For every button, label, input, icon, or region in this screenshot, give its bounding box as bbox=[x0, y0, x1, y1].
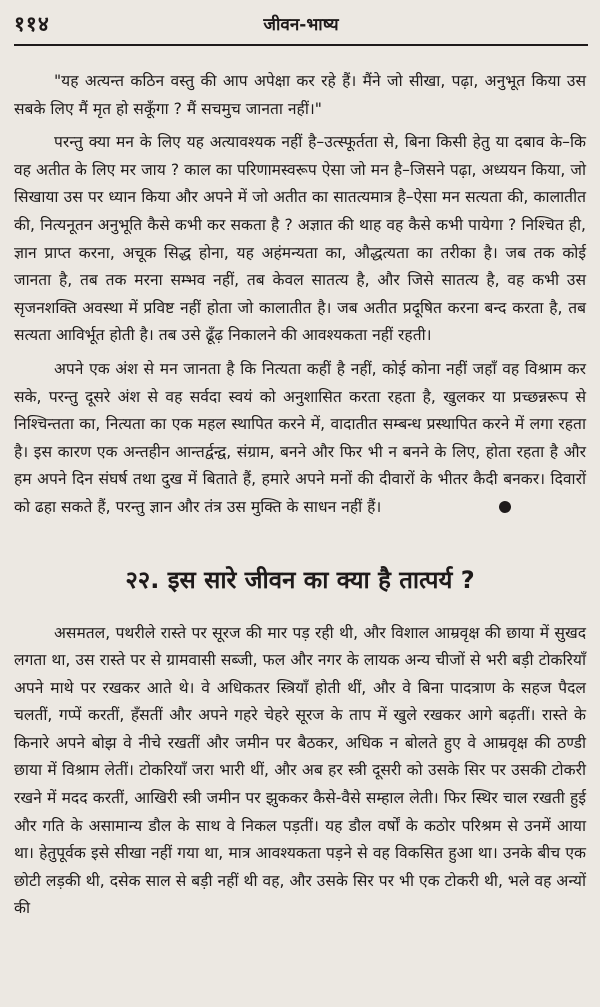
paragraph-permanence-text: अपने एक अंश से मन जानता है कि नित्यता कहीं है नहीं, कोई कोना नहीं जहाँ वह विश्राम कर सके, परन्तु दूसरे अंश से वह सर्वदा स्वयं को अनुशासित करता रहता है, खुलकर या प्रच्छन्नरूप से निश्चिन्तता का, नित्यता का एक महल स्थापित करने में, वादातीत सम्बन्ध प्रस्थापित करने में लगा रहता है। इस कारण एक अन्तहीन आन्तर्द्वन्द्व, संग्राम, बनने और फिर भी न बनने के लिए, होता रहता है और हम अपने दिन संघर्ष तथा दुख में बिताते हैं, हमारे अपने मनों की दीवारों के भीतर कैदी बनकर। दिवारों को ढहा सकते हैं, परन्तु ज्ञान और तंत्र उस मुक्ति के साधन नहीं हैं। bbox=[14, 359, 586, 516]
running-title: जीवन-भाष्य bbox=[263, 15, 339, 35]
paragraph-mind-past: परन्तु क्या मन के लिए यह अत्यावश्यक नहीं है–उत्स्फूर्तता से, बिना किसी हेतु या दबाव के–कि वह अतीत के लिए मर जाय ? काल का परिणामस्वरूप ऐसा जो मन है–जिसने पढ़ा, अध्ययन किया, जो सिखाया उस पर ध्यान किया और अपने में जो अतीत का सातत्यमात्र है–ऐसा मन सत्यता की, कालातीत की, नित्यनूतन अनुभूति कैसे कभी कर सकता है ? अज्ञात की थाह वह कैसे कभी पायेगा ? निश्चित ही, ज्ञान प्राप्त करना, अचूक सिद्ध होना, यह अहंमन्यता का, औद्धत्यता का तरीका है। जब तक कोई जानता है, तब तक मरना सम्भव नहीं, तब केवल सातत्य है, और जिसे सातत्य है, वह कभी उस सृजनशक्ति अवस्था में प्रविष्ट नहीं होता जो कालातीत है। जब अतीत प्रदूषित करना बन्द करता है, तब सत्यता आविर्भूत होती है। तब उसे ढूँढ़ निकालने की आवश्यकता नहीं रहती। bbox=[14, 133, 586, 345]
paragraph-quote: "यह अत्यन्त कठिन वस्तु की आप अपेक्षा कर रहे हैं। मैंने जो सीखा, पढ़ा, अनुभूत किया उस सबके लिए मैं मृत हो सकूँगा ? मैं सचमुच जानता नहीं।" bbox=[14, 72, 586, 118]
page-body bbox=[14, 46, 586, 923]
paragraph-village-road: असमतल, पथरीले रास्ते पर सूरज की मार पड़ रही थी, और विशाल आम्रवृक्ष की छाया में सुखद लगता था, उस रास्ते पर से ग्रामवासी सब्जी, फल और नगर के लायक अन्य चीजों से भरी बड़ी टोकरियाँ अपने माथे पर रखकर आते थे। वे अधिकतर स्त्रियाँ होती थीं, और वे बिना पादत्राण के सहज पैदल चलतीं, गप्पें करतीं, हँसतीं और अपने गहरे चेहरे सूरज के ताप में खुले रखकर आगे बढ़तीं। रास्ते के किनारे अपने बोझ वे नीचे रखतीं और जमीन पर बैठकर, अधिक न बोलते हुए वे आम्रवृक्ष की ठण्डी छाया में विश्राम लेतीं। टोकरियाँ जरा भारी थीं, और अब हर स्त्री दूसरी को उसके सिर पर उसकी टोकरी रखने में मदद करतीं, आखिरी स्त्री जमीन पर झुककर कैसे-वैसे सम्हाल लेती। फिर स्थिर चाल रखती हुई और गति के असामान्य डौल के साथ वे निकल पड़तीं। यह डौल वर्षों के कठोर परिश्रम से उनमें आया था। हेतुपूर्वक इसे सीखा नहीं गया था, मात्र आवश्यकता पड़ने से वह विकसित हुआ था। उनके बीच एक छोटी लड़की थी, दसेक साल से बड़ी नहीं थी वह, और उसके सिर पर भी एक टोकरी थी, भले वह अन्यों की bbox=[14, 623, 586, 918]
paragraph-permanence bbox=[14, 356, 586, 522]
chapter-heading: २२. इस सारे जीवन का क्या है तात्पर्य ? bbox=[125, 565, 475, 594]
section-end-bullet-icon bbox=[499, 501, 511, 513]
page-header bbox=[14, 0, 588, 46]
page-number: ११४ bbox=[14, 12, 50, 36]
